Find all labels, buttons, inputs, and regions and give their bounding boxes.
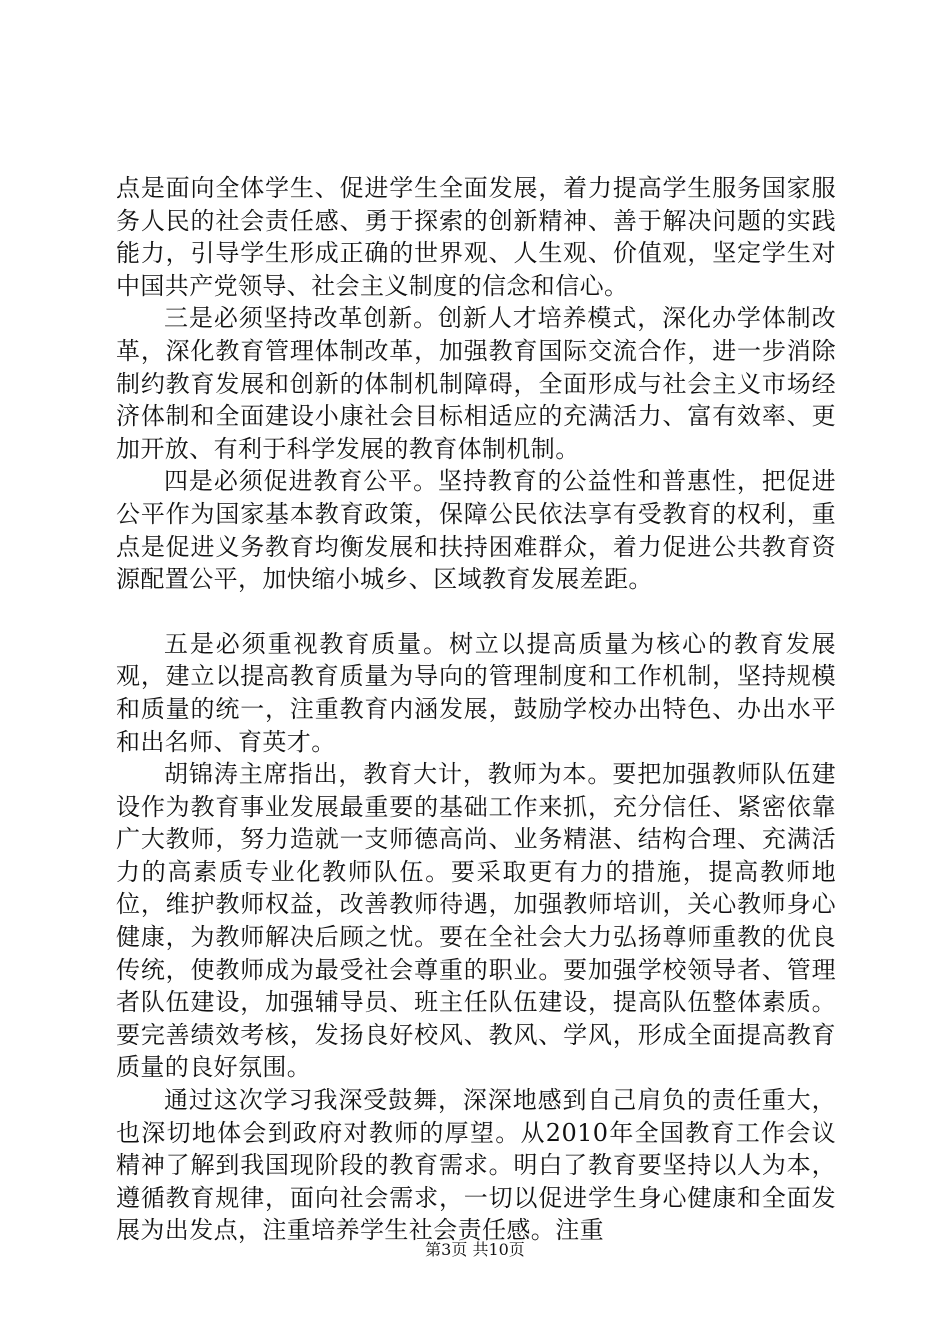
- paragraph-continuation: 点是面向全体学生、促进学生全面发展，着力提高学生服务国家服务人民的社会责任感、勇于探索的创新精神、善于解决问题的实践能力，引导学生形成正确的世界观、人生观、价值观，坚定学生对中国共产党领导、社会主义制度的信念和信心。: [116, 174, 836, 300]
- paragraph-teacher-team: 胡锦涛主席指出，教育大计，教师为本。要把加强教师队伍建设作为教育事业发展最重要的基础工作来抓，充分信任、紧密依靠广大教师，努力造就一支师德高尚、业务精湛、结构合理、充满活力的高素质专业化教师队伍。要采取更有力的措施，提高教师地位，维护教师权益，改善教师待遇，加强教师培训，关心教师身心健康，为教师解决后顾之忧。要在全社会大力弘扬尊师重教的优良传统，使教师成为最受社会尊重的职业。要加强学校领导者、管理者队伍建设，加强辅导员、班主任队伍建设，提高队伍整体素质。要完善绩效考核，发扬良好校风、教风、学风，形成全面提高教育质量的良好氛围。: [116, 760, 836, 1082]
- paragraph-education-quality: 五是必须重视教育质量。树立以提高质量为核心的教育发展观，建立以提高教育质量为导向的管理制度和工作机制，坚持规模和质量的统一，注重教育内涵发展，鼓励学校办出特色、办出水平和出名师、育英才。: [116, 629, 836, 756]
- paragraph-reform-innovation: 三是必须坚持改革创新。创新人才培养模式，深化办学体制改革，深化教育管理体制改革，加强教育国际交流合作，进一步消除制约教育发展和创新的体制机制障碍，全面形成与社会主义市场经济体制和全面建设小康社会目标相适应的充满活力、富有效率、更加开放、有利于科学发展的教育体制机制。: [116, 304, 836, 463]
- paragraph-gap: [116, 596, 836, 628]
- paragraph-education-equity: 四是必须促进教育公平。坚持教育的公益性和普惠性，把促进公平作为国家基本教育政策，保障公民依法享有受教育的权利，重点是促进义务教育均衡发展和扶持困难群众，着力促进公共教育资源配置公平，加快缩小城乡、区域教育发展差距。: [116, 467, 836, 594]
- document-body: [116, 172, 836, 1247]
- page-number-footer: 第3页 共10页: [425, 1240, 525, 1259]
- paragraph-personal-reflection: 通过这次学习我深受鼓舞，深深地感到自己肩负的责任重大，也深切地体会到政府对教师的厚望。从2010年全国教育工作会议精神了解到我国现阶段的教育需求。明白了教育要坚持以人为本，遵循教育规律，面向社会需求，一切以促进学生身心健康和全面发展为出发点，注重培养学生社会责任感。注重: [116, 1086, 836, 1245]
